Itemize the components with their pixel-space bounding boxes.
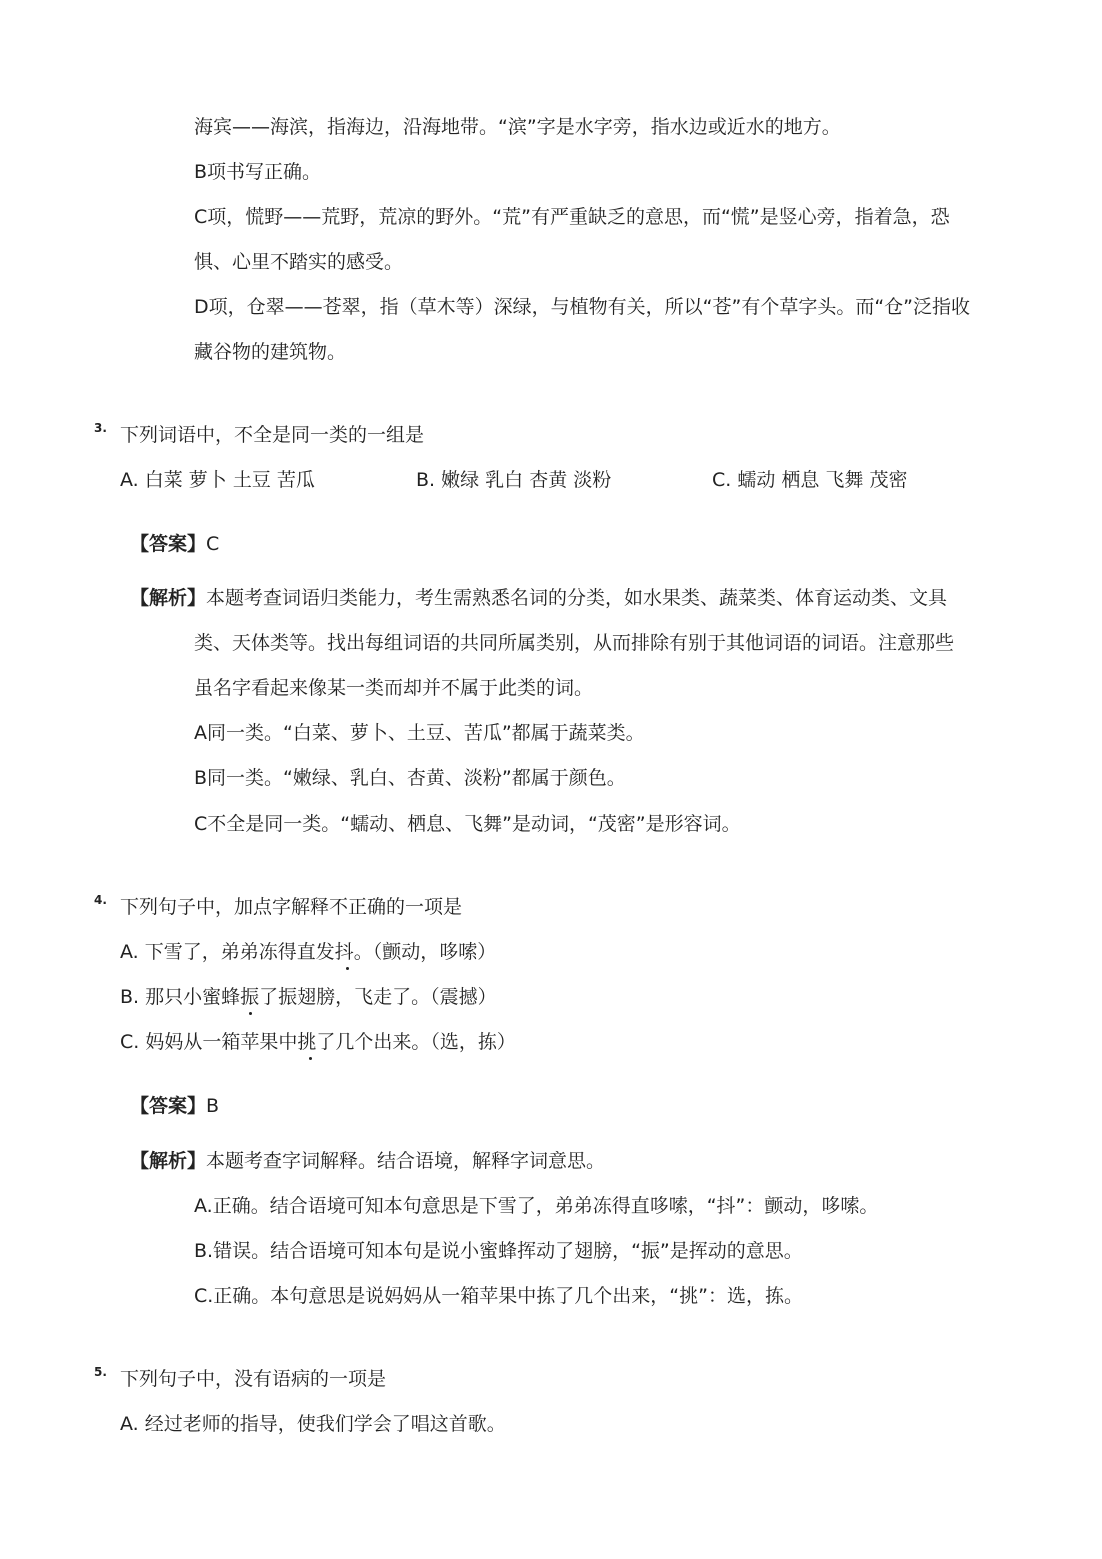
analysis-line: 藏谷物的建筑物。 xyxy=(194,341,347,363)
analysis-line: B.错误。结合语境可知本句是说小蜜蜂挥动了翅膀，“振”是挥动的意思。 xyxy=(194,1240,803,1262)
question-stem: 下列句子中，没有语病的一项是 xyxy=(120,1368,387,1390)
analysis-line: B项书写正确。 xyxy=(194,161,322,183)
analysis-line: D项，仓翠——苍翠，指（草木等）深绿，与植物有关，所以“苍”有个草字头。而“仓”泛指收 xyxy=(194,296,971,318)
question-number: 4. xyxy=(94,893,107,907)
question-stem: 下列句子中，加点字解释不正确的一项是 xyxy=(120,896,463,918)
question-number: 3. xyxy=(94,421,107,435)
analysis-line: C.正确。本句意思是说妈妈从一箱苹果中拣了几个出来，“挑”：选，拣。 xyxy=(194,1285,803,1307)
answer-tag: 【答案】 xyxy=(130,1095,207,1117)
answer-tag: 【答案】 xyxy=(130,533,207,555)
option-a: A. 下雪了，弟弟冻得直发抖。（颤动，哆嗦） xyxy=(120,941,497,963)
analysis-text: 本题考查词语归类能力，考生需熟悉名词的分类，如水果类、蔬菜类、体育运动类、文具 xyxy=(206,587,948,609)
analysis-line: A同一类。“白菜、萝卜、土豆、苦瓜”都属于蔬菜类。 xyxy=(194,722,645,744)
analysis-tag: 【解析】 xyxy=(130,587,207,609)
emphasis-dot xyxy=(309,1057,312,1060)
analysis-text: 本题考查字词解释。结合语境，解释字词意思。 xyxy=(206,1150,606,1172)
answer-line xyxy=(130,531,219,557)
analysis-first-line xyxy=(130,1148,605,1174)
answer-value: C xyxy=(206,533,220,555)
option-b: B. 嫩绿 乳白 杏黄 淡粉 xyxy=(416,469,612,491)
answer-value: B xyxy=(206,1095,220,1117)
analysis-line: 惧、心里不踏实的感受。 xyxy=(194,251,404,273)
analysis-line: 类、天体类等。找出每组词语的共同所属类别，从而排除有别于其他词语的词语。注意那些 xyxy=(194,632,955,654)
analysis-line: 海宾——海滨，指海边，沿海地带。“滨”字是水字旁，指水边或近水的地方。 xyxy=(194,116,841,138)
answer-line xyxy=(130,1093,219,1119)
analysis-line: A.正确。结合语境可知本句意思是下雪了，弟弟冻得直哆嗦，“抖”：颤动，哆嗦。 xyxy=(194,1195,879,1217)
analysis-line: B同一类。“嫩绿、乳白、杏黄、淡粉”都属于颜色。 xyxy=(194,767,626,789)
analysis-first-line xyxy=(130,585,947,611)
option-a: A. 经过老师的指导，使我们学会了唱这首歌。 xyxy=(120,1413,506,1435)
analysis-line: C不全是同一类。“蠕动、栖息、飞舞”是动词，“茂密”是形容词。 xyxy=(194,813,741,835)
option-a: A. 白菜 萝卜 土豆 苦瓜 xyxy=(120,469,315,491)
analysis-line: 虽名字看起来像某一类而却并不属于此类的词。 xyxy=(194,677,594,699)
question-number: 5. xyxy=(94,1365,107,1379)
question-stem: 下列词语中，不全是同一类的一组是 xyxy=(120,424,425,446)
analysis-tag: 【解析】 xyxy=(130,1150,207,1172)
emphasis-dot xyxy=(249,1012,252,1015)
option-c: C. 蠕动 栖息 飞舞 茂密 xyxy=(712,469,908,491)
option-c: C. 妈妈从一箱苹果中挑了几个出来。（选，拣） xyxy=(120,1031,516,1053)
analysis-line: C项，慌野——荒野，荒凉的野外。“荒”有严重缺乏的意思，而“慌”是竖心旁，指着急，恐 xyxy=(194,206,950,228)
emphasis-dot xyxy=(346,967,349,970)
option-b: B. 那只小蜜蜂振了振翅膀，飞走了。（震撼） xyxy=(120,986,497,1008)
